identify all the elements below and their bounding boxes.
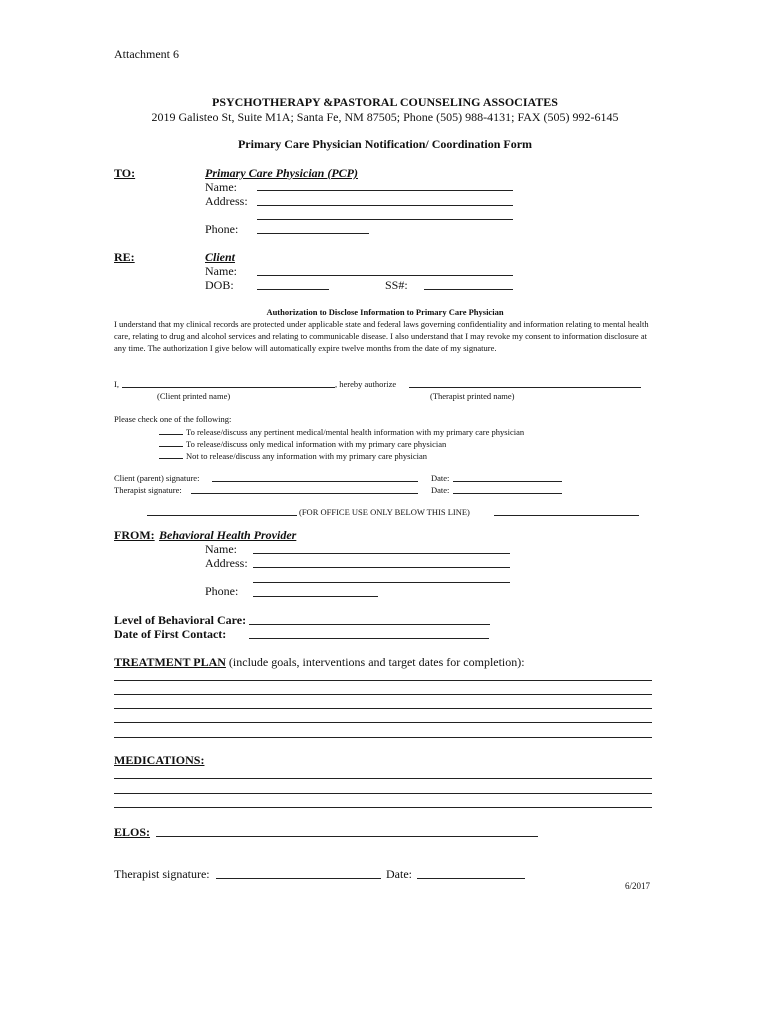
- authorization-title: Authorization to Disclose Information to Primary Care Physician: [266, 307, 504, 317]
- authorization-text: I understand that my clinical records are protected under applicable state and federal laws governing confidentiality and information relating to mental health care, relating to drug and alcohol services and relating to communicable disease. I also understand that I may revoke my consent to information disclosure at any time. The authorization I give below will automatically expire twelve months from the date of my signature.: [114, 319, 649, 353]
- client-signature-field[interactable]: [212, 481, 418, 482]
- therapist-printed-name-caption: (Therapist printed name): [430, 391, 515, 401]
- revision-date: 6/2017: [625, 881, 651, 891]
- client-dob-field[interactable]: [257, 289, 329, 290]
- option-row-3: [159, 450, 427, 461]
- client-printed-name-field[interactable]: [122, 387, 335, 388]
- level-of-care-label: Level of Behavioral Care:: [114, 613, 247, 627]
- therapist-signature-label: Therapist signature:: [114, 867, 210, 881]
- provider-phone-label: Phone:: [205, 584, 239, 598]
- to-label: TO:: [114, 166, 136, 180]
- level-of-care-field[interactable]: [249, 624, 490, 625]
- hereby-authorize-text: , hereby authorize: [335, 379, 397, 389]
- provider-heading: Behavioral Health Provider: [159, 528, 297, 542]
- provider-name-field[interactable]: [253, 553, 510, 554]
- organization-address: 2019 Galisteo St, Suite M1A; Santa Fe, NM 87505; Phone (505) 988-4131; FAX (505) 992-6145: [151, 110, 619, 124]
- provider-address-field-2[interactable]: [253, 582, 510, 583]
- pcp-address-label: Address:: [205, 194, 248, 208]
- elos-field[interactable]: [156, 836, 538, 837]
- office-use-label: (FOR OFFICE USE ONLY BELOW THIS LINE): [299, 507, 470, 517]
- client-signature-label: Client (parent) signature:: [114, 473, 200, 483]
- authorize-i-label: I,: [114, 379, 119, 389]
- office-use-divider-left: [147, 515, 297, 516]
- footer-date-field[interactable]: [417, 878, 525, 879]
- therapist-signature-label-auth: Therapist signature:: [114, 485, 182, 495]
- first-contact-label: Date of First Contact:: [114, 627, 227, 641]
- treatment-plan-label: TREATMENT PLAN: [114, 655, 226, 669]
- option-3-label: Not to release/discuss any information with my primary care physician: [186, 451, 428, 461]
- medications-line-3[interactable]: [114, 807, 652, 808]
- office-use-divider-right: [494, 515, 639, 516]
- pcp-phone-field[interactable]: [257, 233, 369, 234]
- therapist-date-label-auth: Date:: [431, 485, 450, 495]
- option-1-checkbox[interactable]: [159, 426, 183, 435]
- elos-label: ELOS:: [114, 825, 151, 839]
- form-title: Primary Care Physician Notification/ Coordination Form: [237, 137, 533, 151]
- pcp-address-field-2[interactable]: [257, 219, 513, 220]
- treatment-plan-line-3[interactable]: [114, 708, 652, 709]
- treatment-plan-note: (include goals, interventions and target dates for completion):: [225, 655, 525, 669]
- client-dob-label: DOB:: [205, 278, 234, 292]
- client-name-field[interactable]: [257, 275, 513, 276]
- therapist-printed-name-field[interactable]: [409, 387, 641, 388]
- option-2-checkbox[interactable]: [159, 438, 183, 447]
- option-row-1: [159, 426, 524, 437]
- client-date-label: Date:: [431, 473, 450, 483]
- treatment-plan-heading: [114, 655, 525, 670]
- therapist-signature-field[interactable]: [216, 878, 381, 879]
- first-contact-field[interactable]: [249, 638, 489, 639]
- therapist-date-field-auth[interactable]: [453, 493, 562, 494]
- pcp-name-field[interactable]: [257, 190, 513, 191]
- treatment-plan-line-5[interactable]: [114, 737, 652, 738]
- option-1-label: To release/discuss any pertinent medical/mental health information with my primary care physician: [186, 427, 525, 437]
- pcp-name-label: Name:: [205, 180, 237, 194]
- pcp-heading: Primary Care Physician (PCP): [205, 166, 358, 180]
- client-ss-label: SS#:: [385, 278, 408, 292]
- from-label: FROM:: [114, 528, 155, 542]
- medications-label: MEDICATIONS:: [114, 753, 205, 767]
- provider-address-label: Address:: [205, 556, 248, 570]
- attachment-label: Attachment 6: [114, 47, 179, 61]
- client-heading: Client: [205, 250, 236, 264]
- provider-phone-field[interactable]: [253, 596, 378, 597]
- treatment-plan-line-4[interactable]: [114, 722, 652, 723]
- client-name-label: Name:: [205, 264, 237, 278]
- re-label: RE:: [114, 250, 135, 264]
- treatment-plan-line-1[interactable]: [114, 680, 652, 681]
- option-row-2: [159, 438, 446, 449]
- client-printed-name-caption: (Client printed name): [157, 391, 231, 401]
- therapist-signature-field-auth[interactable]: [191, 493, 418, 494]
- treatment-plan-line-2[interactable]: [114, 694, 652, 695]
- pcp-phone-label: Phone:: [205, 222, 239, 236]
- pcp-address-field-1[interactable]: [257, 205, 513, 206]
- client-ss-field[interactable]: [424, 289, 513, 290]
- provider-name-label: Name:: [205, 542, 237, 556]
- option-3-checkbox[interactable]: [159, 450, 183, 459]
- client-date-field[interactable]: [453, 481, 562, 482]
- provider-address-field-1[interactable]: [253, 567, 510, 568]
- medications-line-1[interactable]: [114, 778, 652, 779]
- footer-date-label: Date:: [386, 867, 412, 881]
- check-prompt: Please check one of the following:: [114, 414, 232, 424]
- medications-line-2[interactable]: [114, 793, 652, 794]
- option-2-label: To release/discuss only medical information with my primary care physician: [186, 439, 447, 449]
- organization-name: PSYCHOTHERAPY &PASTORAL COUNSELING ASSOCIATES: [212, 95, 558, 109]
